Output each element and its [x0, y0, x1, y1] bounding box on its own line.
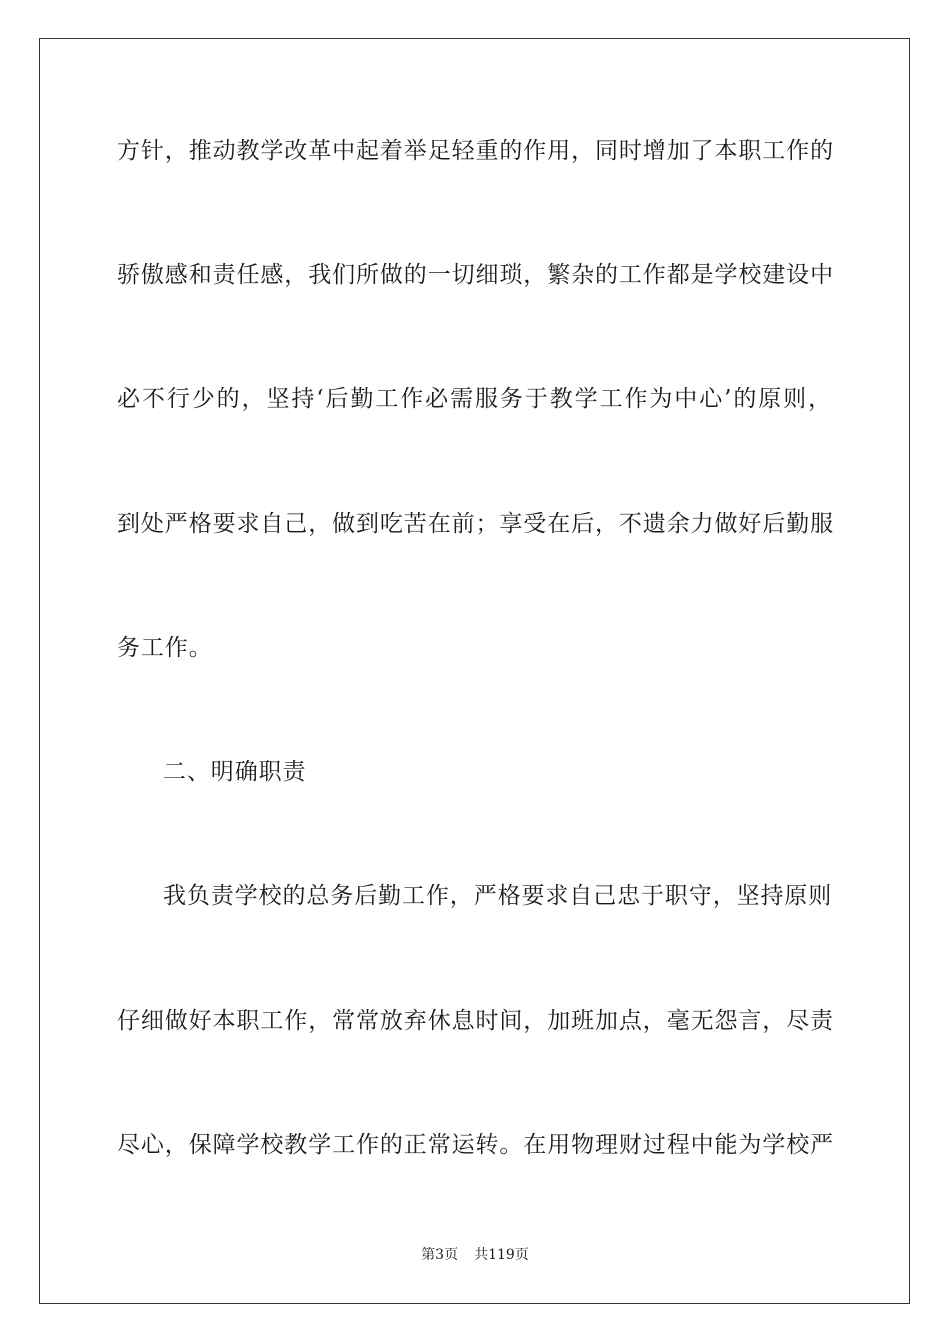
body-text-line: 我负责学校的总务后勤工作，严格要求自己忠于职守，坚持原则 — [163, 883, 833, 909]
page-border — [39, 38, 910, 1304]
page-number: 第3页 — [421, 1247, 459, 1263]
body-text-line: 尽心，保障学校教学工作的正常运转。在用物理财过程中能为学校严 — [117, 1132, 834, 1158]
body-text-line: 务工作。 — [117, 635, 213, 661]
page-footer — [0, 1246, 950, 1264]
body-text-line: 骄傲感和责任感，我们所做的一切细琐，繁杂的工作都是学校建设中 — [117, 262, 834, 288]
body-text-line: 仔细做好本职工作，常常放弃休息时间，加班加点，毫无怨言，尽责 — [117, 1008, 834, 1034]
section-heading: 二、明确职责 — [163, 759, 307, 785]
body-text-line: 必不行少的，坚持‘后勤工作必需服务于教学工作为中心’的原则， — [117, 386, 832, 412]
body-text-line: 方针，推动教学改革中起着举足轻重的作用，同时增加了本职工作的 — [117, 138, 834, 164]
total-pages: 共119页 — [474, 1247, 529, 1263]
body-text-line: 到处严格要求自己，做到吃苦在前；享受在后，不遗余力做好后勤服 — [117, 511, 834, 537]
